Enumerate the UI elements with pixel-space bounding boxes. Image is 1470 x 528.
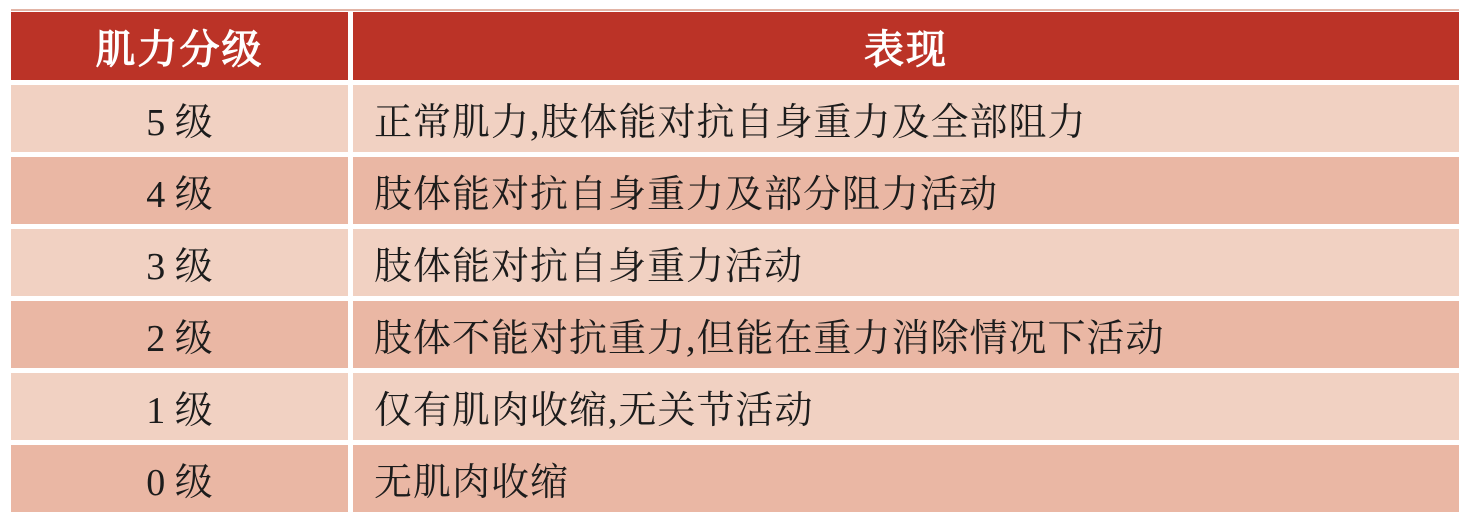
grade-value: 5 级 xyxy=(146,102,213,144)
table-row-grade3-grade xyxy=(11,229,348,296)
table-row-grade1-grade xyxy=(11,373,348,440)
grade-value: 1 级 xyxy=(146,390,213,432)
grade-value: 2 级 xyxy=(146,318,213,360)
top-hairline-divider xyxy=(11,9,1459,11)
table-row-grade5-description xyxy=(353,85,1459,152)
header-cell-performance xyxy=(353,12,1459,80)
header-cell-grade xyxy=(11,12,348,80)
grade-value: 0 级 xyxy=(146,462,213,504)
table-row-grade2-description xyxy=(353,301,1459,368)
grade-value: 4 级 xyxy=(146,174,213,216)
table-row-grade4-description xyxy=(353,157,1459,224)
table-row-grade3-description xyxy=(353,229,1459,296)
header-label-performance: 表现 xyxy=(864,27,948,72)
header-label-grade: 肌力分级 xyxy=(95,27,264,72)
table-row-grade0-grade xyxy=(11,445,348,512)
description-value: 无肌肉收缩 xyxy=(374,462,570,504)
muscle-strength-grade-table xyxy=(11,12,1459,512)
table-row-grade0-description xyxy=(353,445,1459,512)
table-row-grade1-description xyxy=(353,373,1459,440)
description-value: 肢体能对抗自身重力活动 xyxy=(374,246,804,288)
description-value: 正常肌力,肢体能对抗自身重力及全部阻力 xyxy=(374,102,1087,144)
table-row-grade4-grade xyxy=(11,157,348,224)
description-value: 仅有肌肉收缩,无关节活动 xyxy=(374,390,814,432)
description-value: 肢体能对抗自身重力及部分阻力活动 xyxy=(374,174,999,216)
grade-value: 3 级 xyxy=(146,246,213,288)
table-row-grade5-grade xyxy=(11,85,348,152)
table-row-grade2-grade xyxy=(11,301,348,368)
description-value: 肢体不能对抗重力,但能在重力消除情况下活动 xyxy=(374,318,1165,360)
